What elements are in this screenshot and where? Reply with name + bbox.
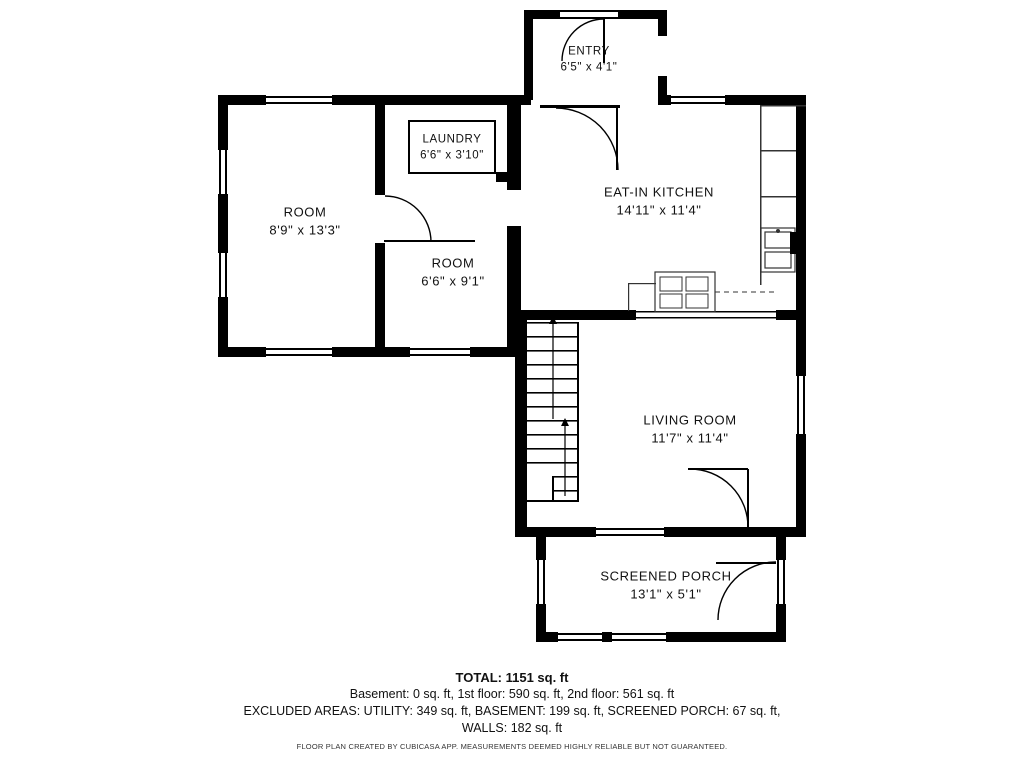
- room-name: EAT-IN KITCHEN: [603, 184, 715, 200]
- room-label-living-room: [643, 411, 736, 446]
- room-label-room-middle: [421, 254, 484, 289]
- room-label-laundry: [420, 132, 484, 163]
- room-label-room-left: [269, 203, 340, 238]
- room-dims: 11'7" x 11'4": [651, 430, 729, 445]
- room-dims: 6'6" x 9'1": [421, 273, 485, 288]
- room-name: LIVING ROOM: [643, 412, 737, 428]
- total-area-text: TOTAL: 1151 sq. ft: [455, 670, 569, 685]
- room-label-eat-in-kitchen: [604, 183, 714, 218]
- floor-plan-credit-text: FLOOR PLAN CREATED BY CUBICASA APP. MEASUREMENTS DEEMED HIGHLY RELIABLE BUT NOT GUARANTEED.: [296, 742, 728, 751]
- excluded-areas-text: EXCLUDED AREAS: UTILITY: 349 sq. ft, BASEMENT: 199 sq. ft, SCREENED PORCH: 67 sq. ft,: [243, 704, 781, 718]
- room-label-entry: [561, 44, 618, 75]
- floor-breakdown-text: Basement: 0 sq. ft, 1st floor: 590 sq. ft, 2nd floor: 561 sq. ft: [349, 687, 675, 701]
- room-dims: 6'6" x 3'10": [420, 149, 484, 161]
- room-dims: 13'1" x 5'1": [630, 586, 702, 601]
- room-label-screened-porch: [600, 567, 731, 602]
- room-name: ROOM: [431, 255, 475, 271]
- room-name: ENTRY: [568, 45, 610, 58]
- room-dims: 8'9" x 13'3": [269, 222, 341, 237]
- walls-area-text: WALLS: 182 sq. ft: [461, 721, 563, 735]
- room-name: ROOM: [283, 204, 327, 220]
- room-dims: 14'11" x 11'4": [616, 202, 702, 217]
- room-dims: 6'5" x 4'1": [560, 61, 618, 73]
- walls-group: [218, 10, 806, 642]
- room-name: SCREENED PORCH: [600, 568, 732, 584]
- room-name: LAUNDRY: [422, 133, 482, 146]
